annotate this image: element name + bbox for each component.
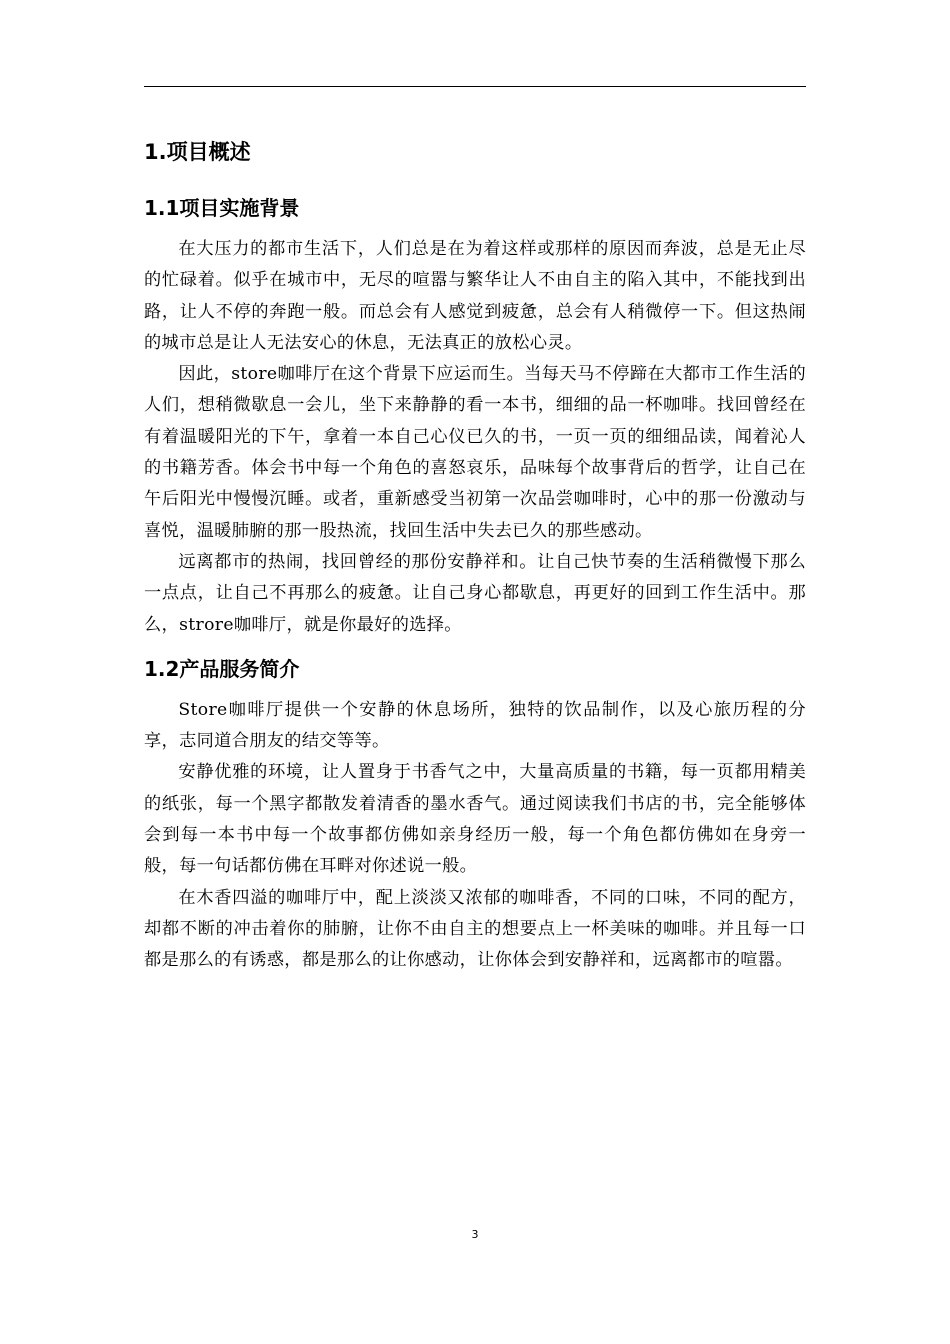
document-body [144, 132, 806, 977]
header-rule [144, 86, 806, 87]
section-heading: 1.项目概述 [144, 140, 251, 164]
subsection-heading-background: 1.1项目实施背景 [144, 196, 300, 220]
background-paragraph-3: 远离都市的热闹，找回曾经的那份安静祥和。让自己快节奏的生活稍微慢下那么一点点，让自己不再那么的疲惫。让自己身心都歇息，再更好的回到工作生活中。那么，strore咖啡厅，就是你最好的选择。 [144, 551, 806, 635]
services-paragraph-3: 在木香四溢的咖啡厅中，配上淡淡又浓郁的咖啡香，不同的口味，不同的配方，却都不断的冲击着你的肺腑，让你不由自主的想要点上一杯美味的咖啡。并且每一口都是那么的有诱惑，都是那么的让你感动，让你体会到安静祥和，远离都市的喧嚣。 [144, 887, 806, 971]
page-number: 3 [471, 1228, 479, 1241]
services-paragraph-1: Store咖啡厅提供一个安静的休息场所，独特的饮品制作，以及心旅历程的分享，志同道合朋友的结交等等。 [144, 699, 806, 752]
background-paragraph-2: 因此，store咖啡厅在这个背景下应运而生。当每天马不停蹄在大都市工作生活的人们，想稍微歇息一会儿，坐下来静静的看一本书，细细的品一杯咖啡。找回曾经在有着温暖阳光的下午，拿着一本自己心仪已久的书，一页一页的细细品读，闻着沁人的书籍芳香。体会书中每一个角色的喜怒哀乐，品味每个故事背后的哲学，让自己在午后阳光中慢慢沉睡。或者，重新感受当初第一次品尝咖啡时，心中的那一份激动与喜悦，温暖肺腑的那一股热流，找回生活中失去已久的那些感动。 [144, 364, 806, 541]
subsection-heading-services: 1.2产品服务简介 [144, 656, 300, 681]
services-paragraph-2: 安静优雅的环境，让人置身于书香气之中，大量高质量的书籍，每一页都用精美的纸张，每一个黑字都散发着清香的墨水香气。通过阅读我们书店的书，完全能够体会到每一本书中每一个故事都仿佛如亲身经历一般，每一个角色都仿佛如在身旁一般，每一句话都仿佛在耳畔对你述说一般。 [144, 762, 806, 877]
background-paragraph-1: 在大压力的都市生活下，人们总是在为着这样或那样的原因而奔波，总是无止尽的忙碌着。似乎在城市中，无尽的喧嚣与繁华让人不由自主的陷入其中，不能找到出路，让人不停的奔跑一般。而总会有人感觉到疲惫，总会有人稍微停一下。但这热闹的城市总是让人无法安心的休息，无法真正的放松心灵。 [144, 239, 806, 353]
